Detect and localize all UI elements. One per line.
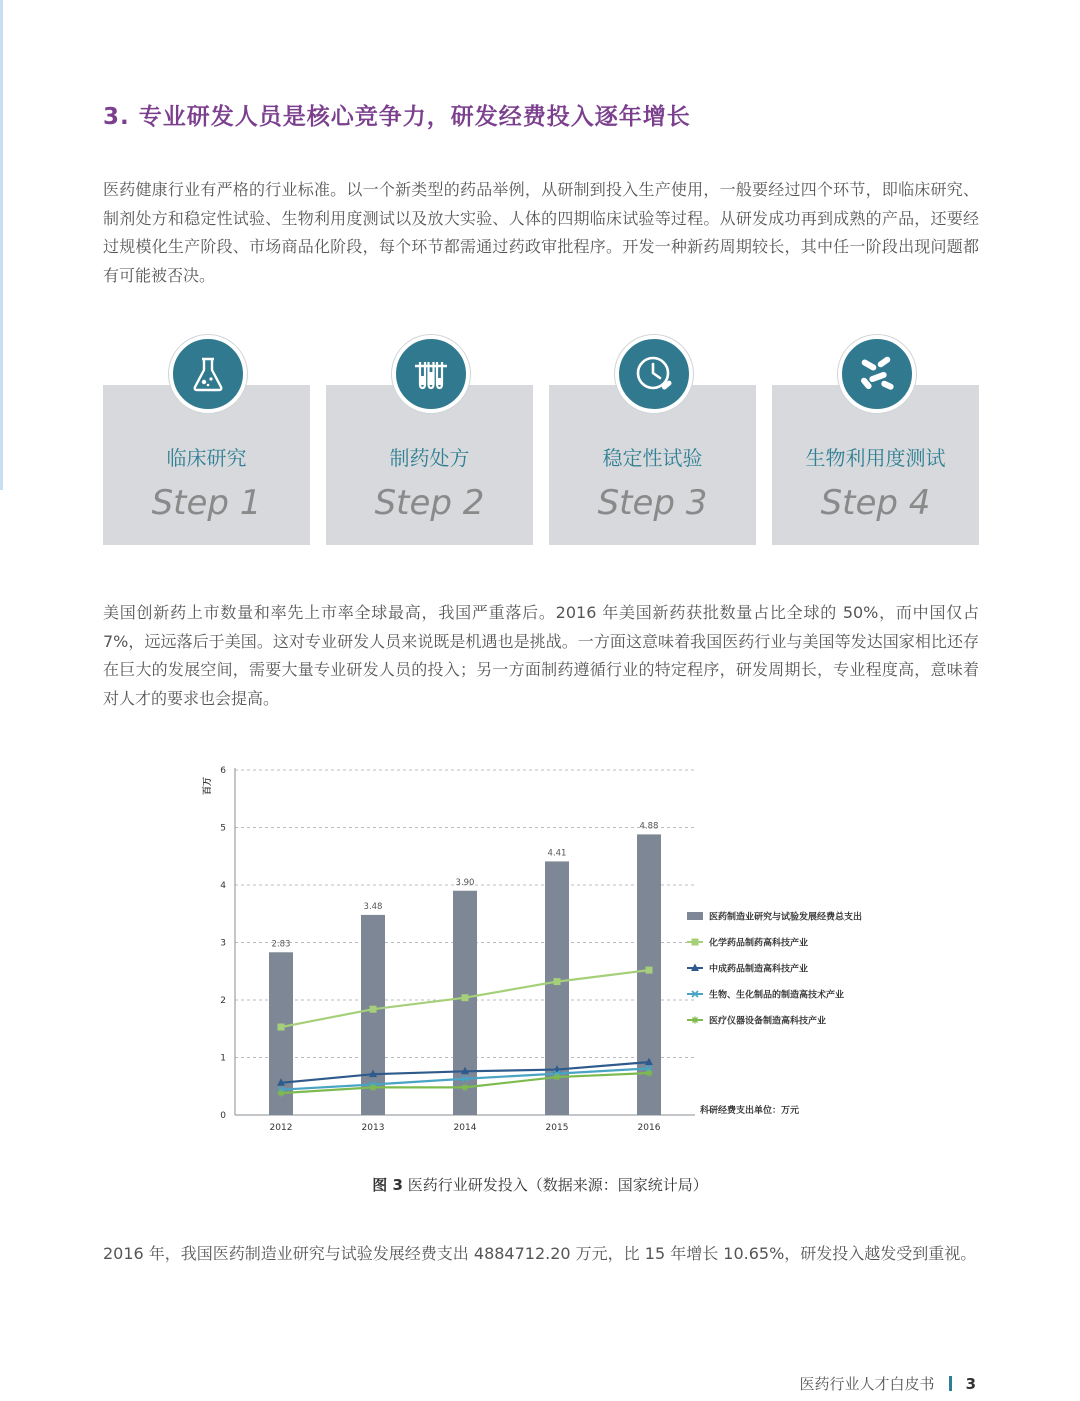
y-tick-label: 5 bbox=[220, 823, 226, 834]
series-marker bbox=[646, 1070, 653, 1077]
y-tick-label: 6 bbox=[220, 766, 226, 776]
bar-value-label: 4.41 bbox=[547, 848, 567, 859]
step-number: Step 3 bbox=[597, 483, 708, 523]
series-marker bbox=[462, 1084, 469, 1091]
series-marker bbox=[278, 1090, 285, 1097]
step-card-4 bbox=[772, 385, 979, 545]
step-card-1 bbox=[103, 385, 310, 545]
figure-caption-text: 医药行业研发投入（数据来源：国家统计局） bbox=[407, 1176, 708, 1194]
legend-label: 化学药品制药高科技产业 bbox=[709, 938, 809, 949]
series-marker bbox=[370, 1006, 377, 1013]
step-number: Step 1 bbox=[151, 483, 262, 523]
step-card-3 bbox=[549, 385, 756, 545]
rd-investment-chart bbox=[195, 758, 905, 1148]
bacteria-icon bbox=[838, 335, 916, 413]
series-marker bbox=[692, 1017, 699, 1024]
y-tick-label: 2 bbox=[220, 996, 226, 1006]
y-tick-label: 4 bbox=[220, 881, 226, 891]
x-tick-label: 2015 bbox=[545, 1123, 569, 1133]
step-name: 稳定性试验 bbox=[602, 446, 703, 470]
step-name: 临床研究 bbox=[166, 446, 247, 470]
process-steps bbox=[103, 335, 979, 545]
intro-paragraph: 医药健康行业有严格的行业标准。以一个新类型的药品举例，从研制到投入生产使用，一般要经过四个环节，即临床研究、制剂处方和稳定性试验、生物利用度测试以及放大实验、人体的四期临床试验等过程。从研发成功再到成熟的产品，还要经过规模化生产阶段、市场商品化阶段，每个环节都需通过药政审批程序。开发一种新药周期较长，其中任一阶段出现问题都有可能被否决。 bbox=[103, 180, 979, 285]
series-marker bbox=[554, 1074, 561, 1081]
series-marker bbox=[462, 994, 469, 1001]
y-axis-label: 百万 bbox=[203, 776, 213, 796]
page-footer bbox=[800, 1373, 976, 1394]
test-tubes-icon bbox=[392, 335, 470, 413]
footer-title: 医药行业人才白皮书 bbox=[799, 1375, 935, 1393]
legend-label: 生物、生化制品的制造高技术产业 bbox=[709, 990, 845, 1001]
us-comparison-paragraph: 美国创新药上市数量和率先上市率全球最高，我国严重落后。2016 年美国新药获批数量占比全球的 50%，而中国仅占 7%，远远落后于美国。这对专业研发人员来说既是机遇也是挑战。一方面这意味着我国医药行业与美国等发达国家相比还存在巨大的发展空间，需要大量专业研发人员的投入；另一方面制药遵循行业的特定程序，研发周期长，专业程度高，意味着对人才的要求也会提高。 bbox=[103, 603, 979, 708]
series-marker bbox=[692, 939, 699, 946]
bar bbox=[453, 891, 477, 1115]
unit-note: 科研经费支出单位：万元 bbox=[700, 1106, 800, 1116]
page-number: 3 bbox=[965, 1375, 976, 1393]
conclusion-paragraph: 2016 年，我国医药制造业研究与试验发展经费支出 4884712.20 万元，比 15 年增长 10.65%，研发投入越发受到重视。 bbox=[103, 1244, 977, 1263]
series-marker bbox=[370, 1084, 377, 1091]
legend-label: 医药制造业研究与试验发展经费总支出 bbox=[709, 912, 863, 923]
bar-value-label: 4.88 bbox=[639, 821, 659, 832]
x-tick-label: 2016 bbox=[637, 1123, 661, 1133]
bar-value-label: 2.83 bbox=[271, 939, 291, 950]
y-tick-label: 3 bbox=[220, 938, 226, 949]
legend-label: 中成药品制造高科技产业 bbox=[709, 964, 809, 975]
section-title: 3. 专业研发人员是核心竞争力，研发经费投入逐年增长 bbox=[103, 104, 691, 130]
step-name: 生物利用度测试 bbox=[805, 446, 946, 470]
series-marker bbox=[554, 978, 561, 985]
figure-number: 图 3 bbox=[372, 1176, 403, 1194]
y-tick-label: 0 bbox=[220, 1111, 226, 1121]
bar-value-label: 3.48 bbox=[363, 901, 383, 912]
step-name: 制药处方 bbox=[389, 446, 470, 470]
footer-divider bbox=[949, 1376, 952, 1391]
y-tick-label: 1 bbox=[220, 1053, 226, 1064]
series-marker bbox=[646, 967, 653, 974]
x-tick-label: 2012 bbox=[269, 1123, 293, 1133]
flask-icon bbox=[169, 335, 247, 413]
step-number: Step 4 bbox=[820, 483, 931, 523]
legend-label: 医疗仪器设备制造高科技产业 bbox=[709, 1016, 827, 1027]
legend-swatch bbox=[687, 912, 703, 920]
series-marker bbox=[278, 1024, 285, 1031]
x-tick-label: 2013 bbox=[361, 1123, 385, 1133]
clock-icon bbox=[615, 335, 693, 413]
step-card-2 bbox=[326, 385, 533, 545]
bar-value-label: 3.90 bbox=[455, 877, 475, 888]
page-edge-line bbox=[0, 0, 3, 490]
figure-caption bbox=[0, 1174, 1080, 1195]
step-number: Step 2 bbox=[374, 483, 485, 523]
x-tick-label: 2014 bbox=[453, 1123, 477, 1133]
